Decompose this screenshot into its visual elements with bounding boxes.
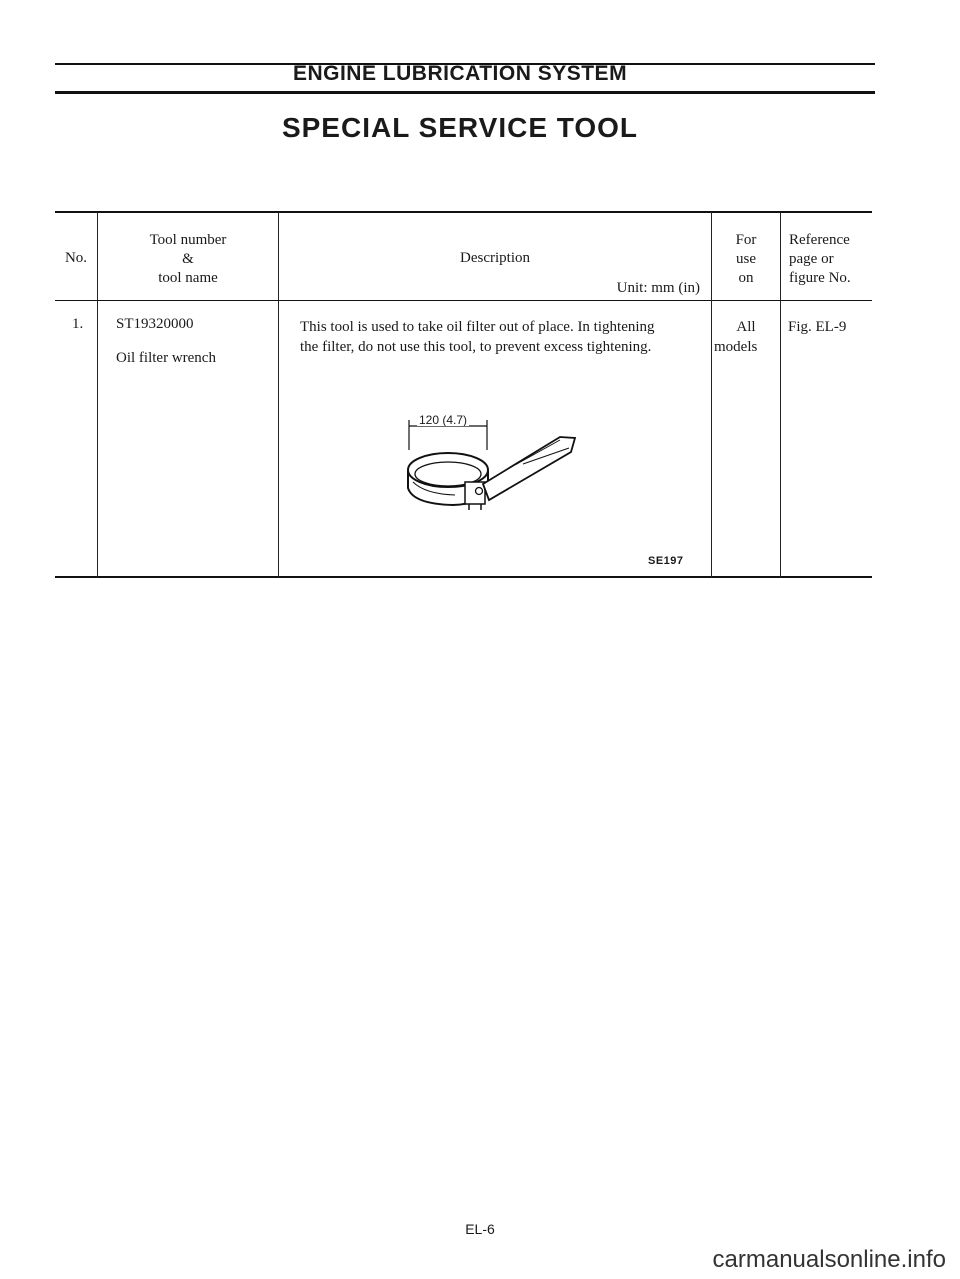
header-use-line2: use	[736, 251, 756, 267]
tool-number: ST19320000	[116, 316, 194, 332]
header-ref-line2: page or	[789, 251, 834, 267]
header-tool-line2: &	[182, 251, 194, 267]
header-description: Description	[460, 250, 530, 266]
tool-name: Oil filter wrench	[116, 350, 216, 366]
description-line1: This tool is used to take oil filter out of place. In tightening	[300, 319, 655, 335]
table-bottom-rule	[55, 576, 872, 578]
header-tool-line1: Tool number	[149, 232, 227, 248]
header-use-line3: on	[738, 270, 754, 286]
header-bottom-rule	[55, 91, 875, 94]
header-tool-line3: tool name	[158, 270, 218, 286]
use-line1: All	[736, 319, 756, 335]
oil-filter-wrench-illustration	[395, 412, 595, 522]
table-top-rule	[55, 211, 872, 213]
header-unit: Unit: mm (in)	[616, 280, 700, 296]
section-title: ENGINE LUBRICATION SYSTEM	[292, 62, 628, 85]
dimension-label: 120 (4.7)	[419, 413, 468, 427]
header-no: No.	[64, 250, 88, 266]
header-ref-line3: figure No.	[789, 270, 851, 286]
header-use-line1: For	[735, 232, 757, 248]
page-title: SPECIAL SERVICE TOOL	[281, 112, 639, 143]
header-ref-line1: Reference	[789, 232, 850, 248]
description-line2: the filter, do not use this tool, to prevent excess tightening.	[300, 339, 652, 355]
reference-value: Fig. EL-9	[788, 319, 847, 335]
watermark: carmanualsonline.info	[712, 1246, 946, 1273]
page-number: EL-6	[465, 1221, 495, 1237]
use-line2: models	[714, 339, 758, 355]
row-no: 1.	[72, 316, 84, 332]
col-divider-4	[780, 212, 781, 578]
figure-code: SE197	[648, 555, 684, 567]
table-header-rule	[55, 300, 872, 301]
oil-filter-wrench-icon	[395, 412, 595, 522]
